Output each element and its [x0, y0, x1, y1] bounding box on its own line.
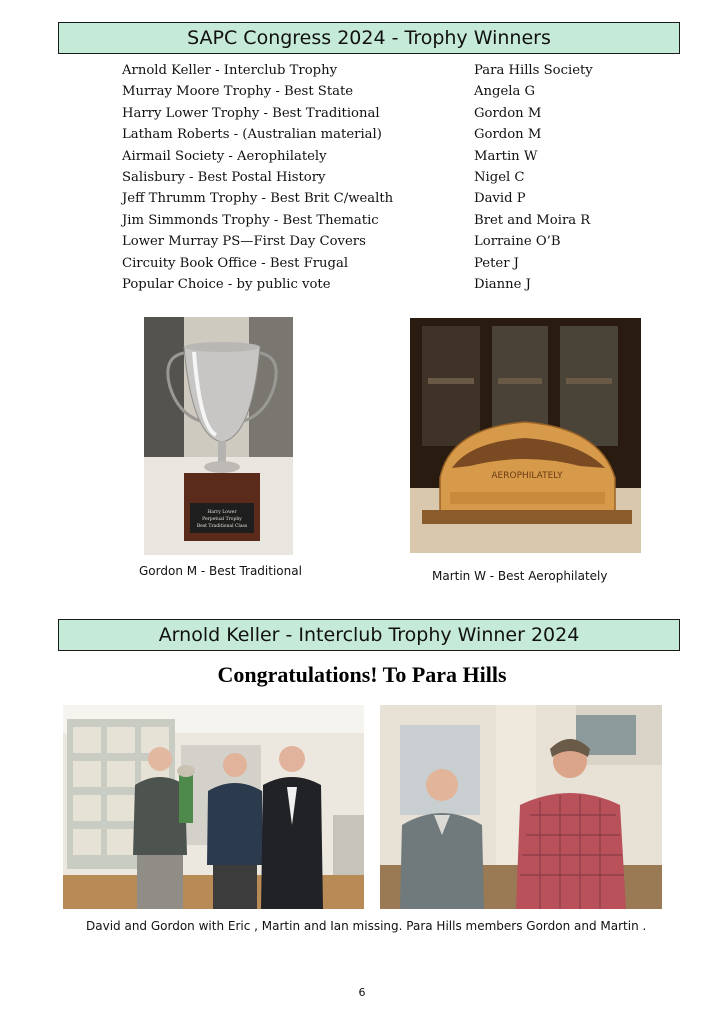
members-photo	[380, 705, 662, 909]
banner-title: Arnold Keller - Interclub Trophy Winner 2024	[158, 624, 580, 646]
award-trophy-name: Latham Roberts - (Australian material)	[122, 127, 382, 143]
award-row	[122, 253, 602, 274]
award-row	[122, 146, 602, 167]
award-row	[122, 274, 602, 295]
award-trophy-name: Airmail Society - Aerophilately	[122, 148, 327, 164]
award-winner-name: Peter J	[474, 255, 519, 271]
banner-title: SAPC Congress 2024 - Trophy Winners	[187, 27, 551, 49]
award-trophy-name: Murray Moore Trophy - Best State	[122, 84, 354, 100]
award-row	[122, 103, 602, 124]
boomerang-photo-caption: Martin W - Best Aerophilately	[432, 569, 608, 583]
award-winner-name: Nigel C	[474, 170, 525, 186]
section-banner-interclub	[58, 619, 680, 651]
award-winner-name: Lorraine O’B	[474, 234, 561, 250]
award-trophy-name: Arnold Keller - Interclub Trophy	[122, 63, 338, 78]
award-trophy-name: Harry Lower Trophy - Best Traditional	[122, 105, 380, 121]
awards-list	[122, 60, 602, 295]
plaque-line-1: Harry Lower	[207, 510, 237, 515]
trophy-cup-photo	[144, 317, 293, 555]
award-winner-name: Gordon M	[474, 105, 542, 121]
section-banner-trophy-winners	[58, 22, 680, 54]
award-row	[122, 81, 602, 102]
boomerang-trophy-photo	[410, 318, 641, 553]
award-trophy-name: Popular Choice - by public vote	[122, 277, 331, 293]
award-winner-name: Dianne J	[474, 277, 531, 293]
award-trophy-name: Circuity Book Office - Best Frugal	[122, 255, 349, 271]
award-winner-name: Para Hills Society	[474, 63, 593, 78]
boomerang-inscription: AEROPHILATELY	[491, 471, 563, 481]
award-trophy-name: Lower Murray PS—First Day Covers	[122, 234, 366, 250]
award-trophy-name: Salisbury - Best Postal History	[122, 170, 326, 186]
award-row	[122, 210, 602, 231]
award-winner-name: David P	[474, 191, 526, 207]
award-row	[122, 167, 602, 188]
award-winner-name: Martin W	[474, 148, 538, 164]
award-winner-name: Angela G	[474, 84, 536, 100]
award-row	[122, 124, 602, 145]
award-row	[122, 231, 602, 252]
congratulations-headline: Congratulations! To Para Hills	[217, 662, 507, 687]
award-winner-name: Gordon M	[474, 127, 542, 143]
award-trophy-name: Jeff Thrumm Trophy - Best Brit C/wealth	[122, 191, 394, 207]
cup-photo-caption: Gordon M - Best Traditional	[139, 564, 302, 578]
award-row	[122, 188, 602, 209]
award-winner-name: Bret and Moira R	[474, 212, 591, 228]
page-number: 6	[358, 986, 366, 999]
group-photo	[63, 705, 364, 909]
plaque-line-3: Best Traditional Class	[196, 524, 248, 529]
plaque-line-2: Perpetual Trophy	[202, 517, 242, 522]
award-row	[122, 60, 602, 81]
bottom-photos-caption: David and Gordon with Eric , Martin and Ian missing. Para Hills members Gordon and Martin .	[86, 919, 647, 933]
award-trophy-name: Jim Simmonds Trophy - Best Thematic	[122, 212, 379, 228]
